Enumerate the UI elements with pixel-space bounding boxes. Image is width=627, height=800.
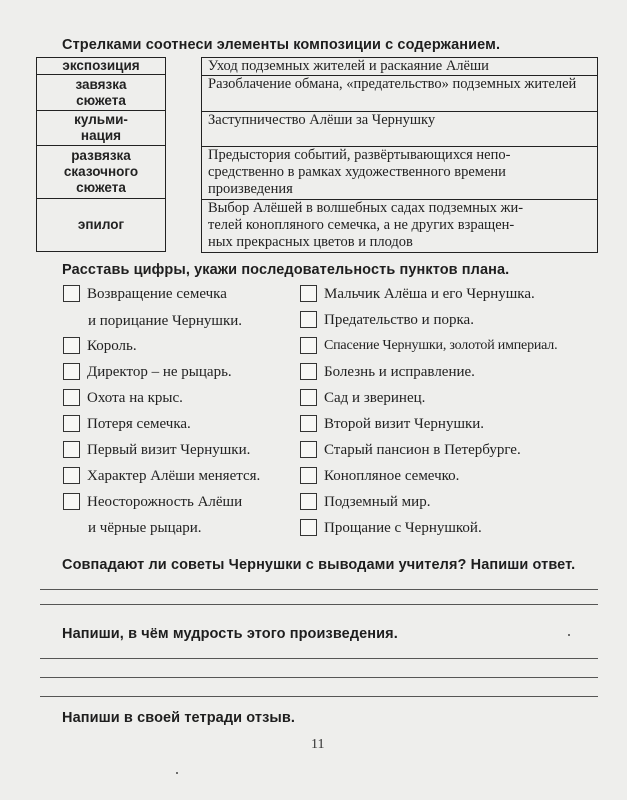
order-checkbox[interactable] xyxy=(300,441,317,458)
order-checkbox[interactable] xyxy=(63,415,80,432)
page-number: 11 xyxy=(311,737,325,752)
task4-question: Напиши, в чём мудрость этого произведения. xyxy=(62,626,398,642)
order-checkbox[interactable] xyxy=(63,441,80,458)
answer-line-4[interactable] xyxy=(40,677,598,678)
task1-heading: Стрелками соотнеси элементы композиции с содержанием. xyxy=(62,37,501,53)
element-epilogue[interactable]: эпилог xyxy=(37,199,166,252)
print-speck xyxy=(176,772,178,774)
workbook-page: Стрелками соотнеси элементы композиции с содержанием. экспозиция завязка сюжета кульми- нация развязка сказочного сюжета эпилог Уход подземных жителей и раскаяние Алёши Разоблачение обмана, «предательство» подземных жителей Заступничество Алёши за Чернушку Предыстория событий, развёртывающихся непо- средственно в рамках художественного времени произведения Выбор Алёшей в волшебных садах подземных жи- телей конопляного семечка, а не других взращен- ных прекрасных цветов и плодов Расставь цифры, укажи последовательность пунктов плана. Возвращение семечка и порицание Чернушки. Король. Директор – не рыцарь. Охота на крыс. Потеря семечка. Первый визит Чернушки. Характер Алёши меняется. Неосторожность Алёши и чёрные рыцари. Мальчик Алёша и его Чернушка. Предательство и порка. Спасение Чернушки, золотой империал. Болезнь и исправление. Сад и зверинец. Второй визит Чернушки. Старый пансион в Петербурге. Конопляное семечко. Подземный мир. Прощание с Чернушкой. Совпадают ли советы Чернушки с выводами учителя? Напиши ответ. Напиши, в чём мудрость этого произведения. Напиши в своей тетради отзыв. 11 xyxy=(0,0,627,800)
task3-question: Совпадают ли советы Чернушки с выводами учителя? Напиши ответ. xyxy=(62,557,576,573)
order-checkbox[interactable] xyxy=(300,363,317,380)
answer-line-2[interactable] xyxy=(40,604,598,605)
composition-elements-table xyxy=(36,57,166,252)
order-checkbox[interactable] xyxy=(63,285,80,302)
element-climax[interactable]: кульми- нация xyxy=(37,111,166,146)
plan-item-left-8-cont: и чёрные рыцари. xyxy=(88,520,202,536)
order-checkbox[interactable] xyxy=(300,285,317,302)
order-checkbox[interactable] xyxy=(63,493,80,510)
order-checkbox[interactable] xyxy=(63,467,80,484)
content-3[interactable]: Заступничество Алёши за Чернушку xyxy=(202,112,598,147)
element-exposition[interactable]: экспозиция xyxy=(37,58,166,75)
element-resolution[interactable]: развязка сказочного сюжета xyxy=(37,146,166,199)
order-checkbox[interactable] xyxy=(300,415,317,432)
answer-line-5[interactable] xyxy=(40,696,598,697)
task5-instruction: Напиши в своей тетради отзыв. xyxy=(62,710,296,726)
order-checkbox[interactable] xyxy=(300,519,317,536)
order-checkbox[interactable] xyxy=(63,389,80,406)
composition-contents-table xyxy=(201,57,598,253)
print-speck xyxy=(568,634,570,636)
content-5[interactable]: Выбор Алёшей в волшебных садах подземных жи- телей конопляного семечка, а не других взращен- ных прекрасных цветов и плодов xyxy=(202,200,598,253)
order-checkbox[interactable] xyxy=(300,337,317,354)
order-checkbox[interactable] xyxy=(300,311,317,328)
order-checkbox[interactable] xyxy=(300,467,317,484)
answer-line-1[interactable] xyxy=(40,589,598,590)
order-checkbox[interactable] xyxy=(63,337,80,354)
order-checkbox[interactable] xyxy=(300,493,317,510)
order-checkbox[interactable] xyxy=(63,363,80,380)
answer-line-3[interactable] xyxy=(40,658,598,659)
content-1[interactable]: Уход подземных жителей и раскаяние Алёши xyxy=(202,58,598,76)
order-checkbox[interactable] xyxy=(300,389,317,406)
element-plot-start[interactable]: завязка сюжета xyxy=(37,75,166,111)
plan-item-left-1-cont: и порицание Чернушки. xyxy=(88,313,243,329)
content-4[interactable]: Предыстория событий, развёртывающихся непо- средственно в рамках художественного времени произведения xyxy=(202,147,598,200)
task2-heading: Расставь цифры, укажи последовательность пунктов плана. xyxy=(62,262,510,278)
content-2[interactable]: Разоблачение обмана, «предательство» подземных жителей xyxy=(202,76,598,112)
